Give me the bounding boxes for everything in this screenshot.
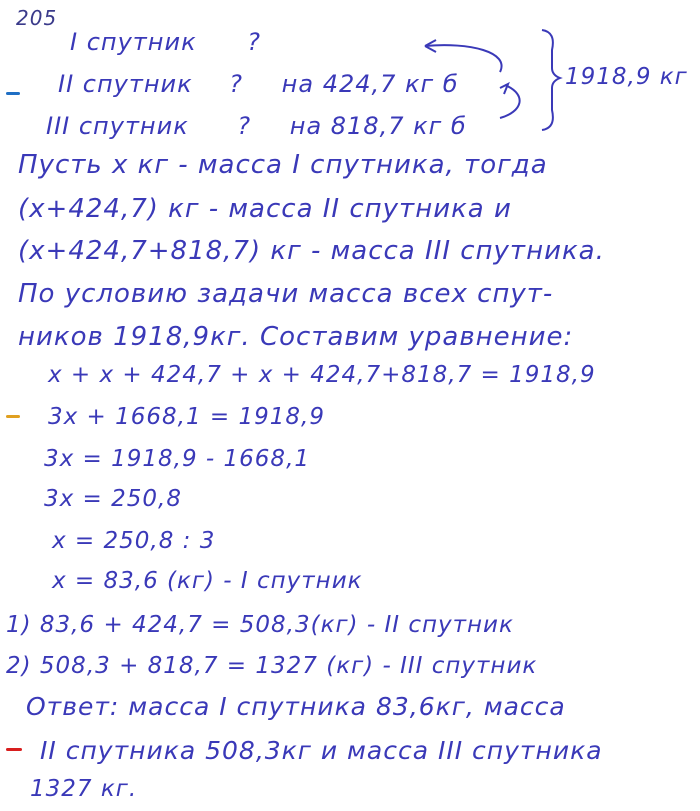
scheme-row-2-value: ? bbox=[229, 70, 244, 98]
scheme-row-2-label: II спутник bbox=[58, 70, 193, 98]
equation-3: 3х = 1918,9 - 1668,1 bbox=[44, 446, 311, 472]
equation-4: 3х = 250,8 bbox=[44, 486, 182, 512]
solution-line-4: По условию задачи масса всех спут- bbox=[18, 279, 554, 309]
solution-line-5: ников 1918,9кг. Составим уравнение: bbox=[18, 322, 574, 352]
equation-1: х + х + 424,7 + х + 424,7+818,7 = 1918,9 bbox=[48, 362, 596, 388]
answer-line-1: Ответ: масса I спутника 83,6кг, масса bbox=[26, 692, 566, 721]
equation-2: 3х + 1668,1 = 1918,9 bbox=[48, 404, 325, 430]
scheme-row-3-value: ? bbox=[237, 112, 252, 140]
solution-line-3: (х+424,7+818,7) кг - масса III спутника. bbox=[18, 236, 605, 266]
problem-number: 205 bbox=[16, 6, 58, 30]
scheme-row-3-relation: на 818,7 кг б bbox=[289, 112, 467, 140]
scheme-row-3-label: III спутник bbox=[46, 112, 189, 140]
answer-line-3: 1327 кг. bbox=[30, 776, 138, 802]
scheme-row-1-value: ? bbox=[247, 28, 261, 56]
equation-6: х = 83,6 (кг) - I спутник bbox=[52, 568, 363, 594]
step-1: 1) 83,6 + 424,7 = 508,3(кг) - II спутник bbox=[6, 612, 514, 638]
solution-line-1: Пусть х кг - масса I спутника, тогда bbox=[18, 150, 548, 180]
scheme-row-2-relation: на 424,7 кг б bbox=[281, 70, 459, 98]
answer-line-2: II спутника 508,3кг и масса III спутника bbox=[40, 736, 603, 765]
scheme-total: 1918,9 кг bbox=[565, 64, 688, 90]
scheme-row-1-label: I спутник bbox=[70, 28, 197, 56]
step-2: 2) 508,3 + 818,7 = 1327 (кг) - III спутник bbox=[6, 653, 538, 679]
equation-5: х = 250,8 : 3 bbox=[52, 528, 216, 554]
solution-line-2: (х+424,7) кг - масса II спутника и bbox=[18, 194, 512, 224]
